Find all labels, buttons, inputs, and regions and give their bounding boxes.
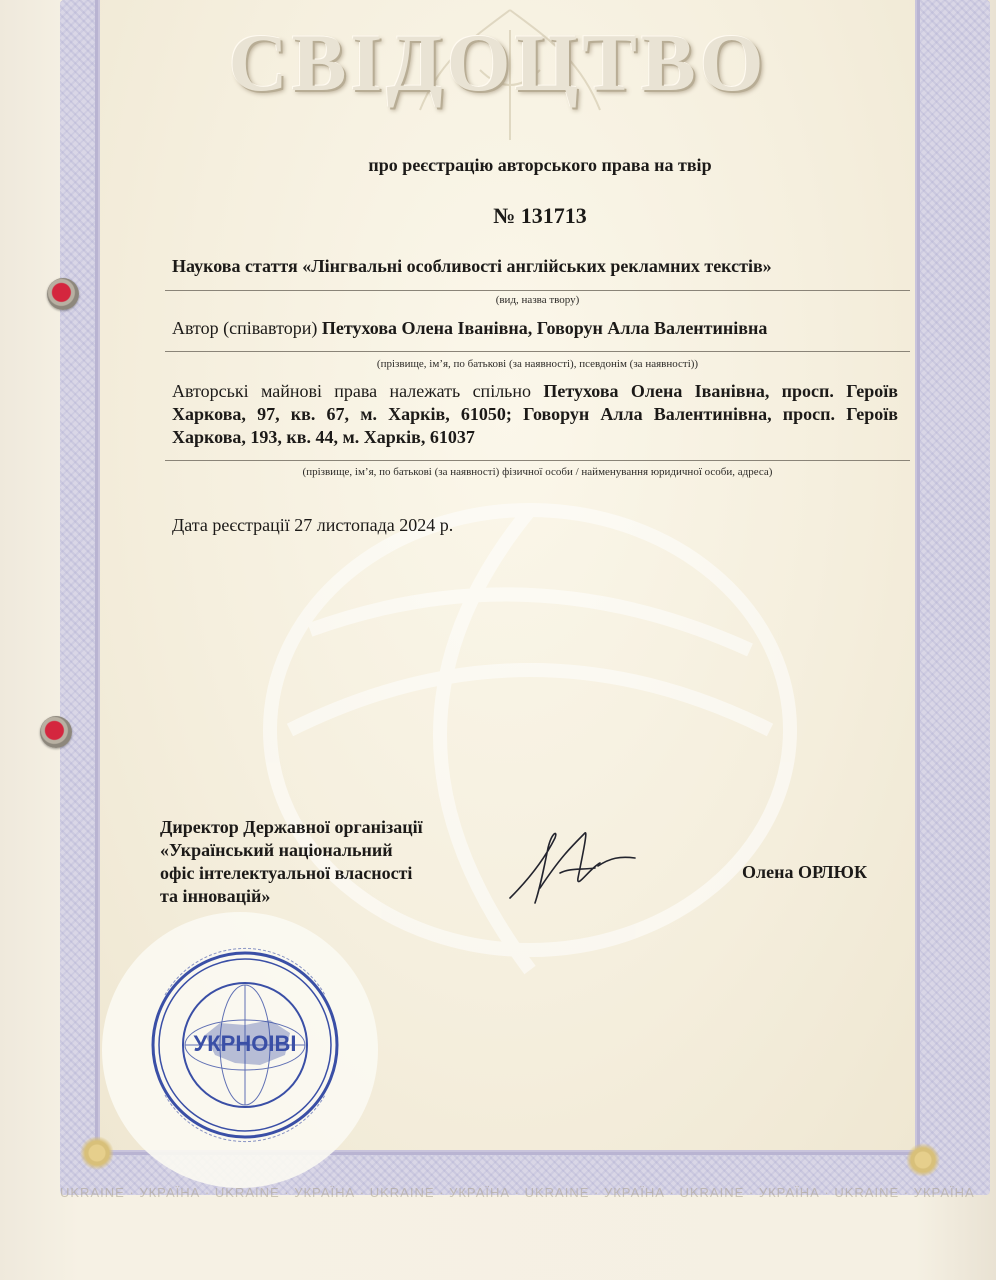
corner-ornament: [80, 1136, 114, 1170]
director-title: [160, 816, 520, 908]
binding-rivet: [40, 716, 72, 748]
binding-rivet: [47, 278, 79, 310]
owners-paragraph: [172, 380, 898, 449]
work-title: Наукова стаття «Лінгвальні особливості англійських рекламних текстів»: [172, 256, 772, 276]
certificate-number: № 131713: [493, 203, 587, 228]
corner-ornament: [906, 1143, 940, 1177]
seal-text: УКРНОІВІ: [193, 1031, 297, 1056]
handwritten-signature: [500, 818, 650, 918]
authors-label: Автор (співавтори): [172, 318, 318, 338]
director-line: Директор Державної організації: [160, 817, 423, 837]
owners-caption: (прізвище, ім’я, по батькові (за наявності) фізичної особи / найменування юридичної особи, адреса): [302, 466, 773, 478]
owners-value: Петухова Олена Іванівна, просп. Героїв Харкова, 97, кв. 67, м. Харків, 61050; Говорун Алла Валентинівна, просп. Героїв Харкова, 193, кв. 44, м. Харків, 61037: [172, 381, 898, 447]
certificate-heading: СВІДОЦТВО: [228, 17, 768, 108]
border-text: UKRAINE · УКРАЇНА · UKRAINE · УКРАЇНА · UKRAINE · УКРАЇНА · UKRAINE · УКРАЇНА · UKRAINE · УКРАЇНА · UKRAINE · УКРАЇНА: [60, 1185, 975, 1200]
registration-date: Дата реєстрації 27 листопада 2024 р.: [172, 515, 454, 535]
owners-rule: [165, 460, 910, 461]
authors-caption: (прізвище, ім’я, по батькові (за наявності), псевдонім (за наявності)): [376, 358, 699, 370]
authors-line: [172, 318, 767, 339]
work-caption: (вид, назва твору): [495, 294, 580, 306]
director-line: та інновацій»: [160, 886, 271, 906]
owners-label: Авторські майнові права належать спільно: [172, 381, 532, 401]
authors-value: Петухова Олена Іванівна, Говорун Алла Валентинівна: [321, 318, 768, 338]
director-line: «Український національний: [160, 840, 393, 860]
official-seal: [95, 905, 385, 1195]
director-name: Олена ОРЛЮК: [742, 862, 867, 882]
work-rule: [165, 290, 910, 291]
certificate-subtitle: про реєстрацію авторського права на твір: [368, 155, 712, 175]
authors-rule: [165, 351, 910, 352]
director-line: офіс інтелектуальної власності: [160, 863, 413, 883]
